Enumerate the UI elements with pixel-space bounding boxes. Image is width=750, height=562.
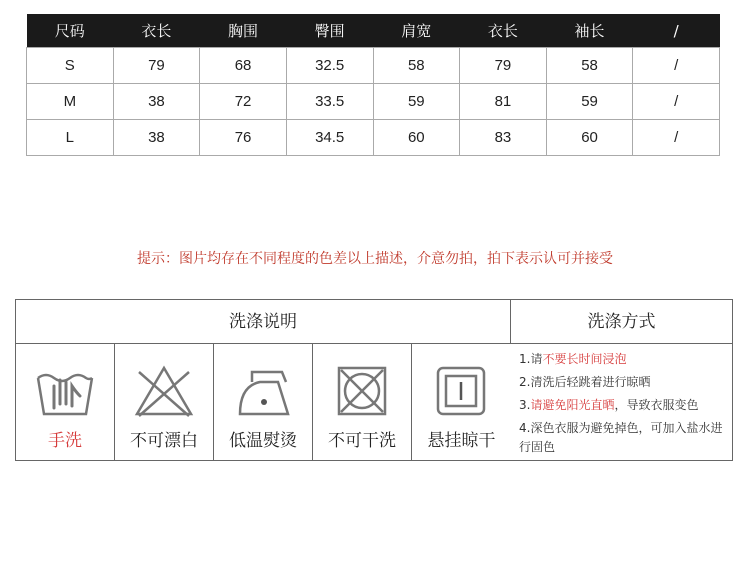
table-cell: 58 (373, 48, 460, 84)
table-cell: 38 (113, 120, 200, 156)
care-symbol-no-bleach (115, 344, 214, 460)
table-cell: 59 (546, 84, 633, 120)
instruction-2: 2.清洗后轻跳着进行晾晒 (519, 375, 651, 389)
instruction-1 (519, 350, 729, 369)
care-symbol-no-dry-clean (313, 344, 412, 460)
header-slash: / (633, 14, 720, 48)
instruction-1-highlight: 不要长时间浸泡 (542, 352, 627, 366)
table-cell: 32.5 (286, 48, 373, 84)
size-table-header-row (27, 14, 720, 48)
table-cell: 76 (200, 120, 287, 156)
hang-dry-icon (430, 364, 492, 422)
instruction-1-prefix: 1.请 (519, 352, 543, 366)
header-sleeve: 袖长 (546, 14, 633, 48)
care-symbols (16, 344, 511, 460)
table-cell: 81 (460, 84, 547, 120)
no-dry-clean-label: 不可干洗 (328, 431, 396, 451)
no-dry-clean-icon (331, 364, 393, 422)
header-bust: 胸围 (200, 14, 287, 48)
care-symbol-hand-wash (16, 344, 115, 460)
hand-wash-icon (34, 364, 96, 422)
low-iron-label: 低温熨烫 (229, 431, 297, 451)
table-cell: / (633, 48, 720, 84)
instruction-3-highlight: 请避免阳光直晒 (530, 398, 615, 412)
table-row (27, 120, 720, 156)
table-cell: 83 (460, 120, 547, 156)
header-hip: 臀围 (286, 14, 373, 48)
disclaimer-tip: 提示：图片均存在不同程度的色差以上描述，介意勿拍，拍下表示认可并接受 (137, 251, 613, 267)
table-cell: 33.5 (286, 84, 373, 120)
care-method-title: 洗涤方式 (511, 300, 732, 344)
table-row (27, 84, 720, 120)
hand-wash-label: 手洗 (48, 431, 82, 451)
hang-dry-label: 悬挂晾干 (427, 431, 496, 451)
instruction-3 (519, 396, 729, 415)
no-bleach-label: 不可漂白 (130, 431, 198, 451)
table-cell: 59 (373, 84, 460, 120)
care-instructions-list (519, 350, 729, 461)
header-size: 尺码 (27, 14, 114, 48)
care-symbol-hang-dry (412, 344, 511, 460)
table-cell: 60 (373, 120, 460, 156)
table-cell: 79 (113, 48, 200, 84)
no-bleach-icon (133, 364, 195, 422)
care-symbols-title: 洗涤说明 (16, 300, 511, 344)
table-cell: 68 (200, 48, 287, 84)
table-cell: 72 (200, 84, 287, 120)
care-instructions-box (15, 299, 733, 461)
table-cell: S (27, 48, 114, 84)
table-cell: M (27, 84, 114, 120)
table-cell: 34.5 (286, 120, 373, 156)
header-length-2: 衣长 (460, 14, 547, 48)
table-cell: / (633, 120, 720, 156)
table-row (27, 48, 720, 84)
table-cell: 60 (546, 120, 633, 156)
table-cell: L (27, 120, 114, 156)
header-shoulder: 肩宽 (373, 14, 460, 48)
instruction-3-prefix: 3. (519, 398, 531, 412)
instruction-3-suffix: ，导致衣服变色 (614, 398, 699, 412)
table-cell: / (633, 84, 720, 120)
table-cell: 38 (113, 84, 200, 120)
size-table (26, 14, 720, 156)
low-iron-icon (232, 364, 294, 422)
instruction-4: 4.深色衣服为避免掉色，可加入盐水进行固色 (519, 421, 723, 454)
care-symbol-low-iron (214, 344, 313, 460)
header-length: 衣长 (113, 14, 200, 48)
table-cell: 58 (546, 48, 633, 84)
table-cell: 79 (460, 48, 547, 84)
